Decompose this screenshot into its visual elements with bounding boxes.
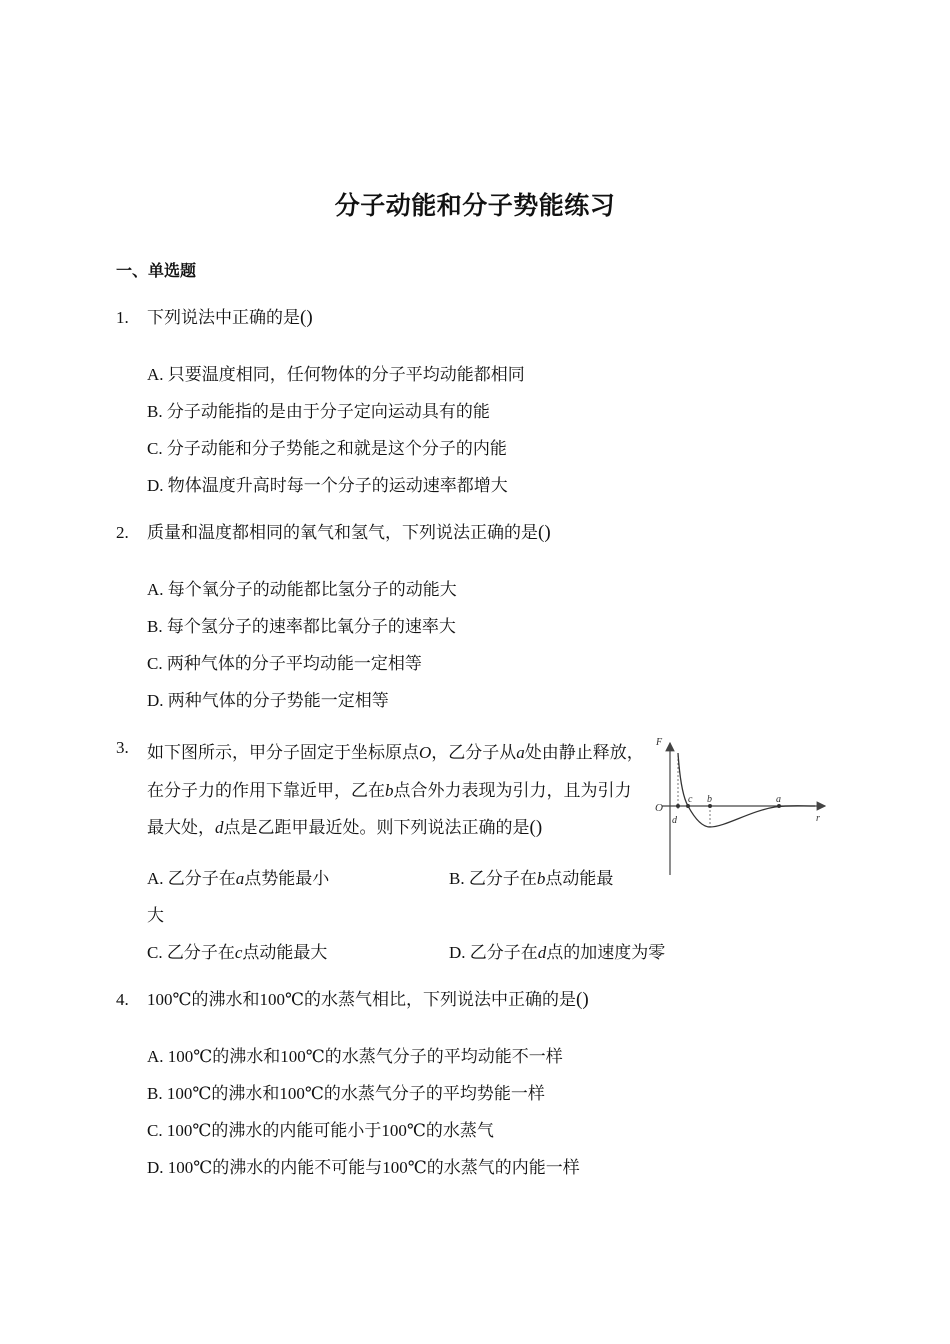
var-a: a [235, 869, 245, 888]
stem-text: 如下图所示，甲分子固定于坐标原点 [147, 743, 419, 762]
var-c: c [234, 943, 243, 962]
stem-text: 处由静止释放， [524, 743, 644, 762]
question-number: 3. [116, 738, 129, 757]
option-a: A. 只要温度相同，任何物体的分子平均动能都相同 [147, 365, 525, 384]
question-number: 1. [116, 308, 129, 327]
stem-text: 100℃的沸水和100℃的水蒸气相比，下列说法中正确的是 [147, 990, 577, 1009]
option-text: A. 乙分子在 [147, 869, 236, 888]
label-a: a [776, 794, 781, 805]
option-text: D. 乙分子在 [449, 943, 538, 962]
stem-text: ，乙分子从 [431, 743, 517, 762]
label-c: c [688, 794, 693, 805]
option-text: 点动能最大 [242, 943, 328, 962]
option-b-wrap: 大 [147, 906, 164, 925]
stem-text: 下列说法中正确的是 [147, 308, 300, 327]
option-a [147, 864, 329, 889]
option-a: A. 每个氧分子的动能都比氢分子的动能大 [147, 580, 457, 599]
option-d: D. 两种气体的分子势能一定相等 [147, 691, 389, 710]
section-heading: 一、单选题 [116, 263, 197, 280]
answer-paren: () [538, 522, 551, 543]
force-curve [678, 753, 815, 827]
option-d [449, 938, 665, 963]
stem-text: 点是乙距甲最近处。则下列说法正确的是 [223, 818, 530, 837]
question-stem [147, 299, 313, 336]
option-c: C. 两种气体的分子平均动能一定相等 [147, 654, 422, 673]
var-a: a [516, 743, 525, 762]
page-title: 分子动能和分子势能练习 [334, 193, 616, 220]
var-o: O [419, 743, 432, 762]
option-text: 点动能最 [545, 869, 614, 888]
option-c: C. 分子动能和分子势能之和就是这个分子的内能 [147, 439, 507, 458]
option-c: C. 100℃的沸水的内能可能小于100℃的水蒸气 [147, 1121, 494, 1140]
label-r: r [816, 813, 820, 824]
stem-text: 点合外力表现为引力，且为引力 [393, 781, 632, 800]
option-d: D. 物体温度升高时每一个分子的运动速率都增大 [147, 476, 508, 495]
question-stem-line2 [147, 776, 632, 801]
question-stem [147, 981, 589, 1018]
label-o: O [655, 802, 663, 814]
var-d: d [215, 818, 224, 837]
answer-paren: () [576, 989, 589, 1010]
label-f: F [656, 737, 663, 748]
question-stem-line3 [147, 813, 542, 839]
option-c [147, 938, 327, 963]
question-stem [147, 514, 551, 551]
var-b: b [385, 781, 394, 800]
option-text: B. 乙分子在 [449, 869, 537, 888]
stem-text: 在分子力的作用下靠近甲，乙在 [147, 781, 385, 800]
option-a: A. 100℃的沸水和100℃的水蒸气分子的平均动能不一样 [147, 1047, 563, 1066]
option-b [449, 864, 613, 889]
stem-text: 最大处， [147, 818, 215, 837]
option-b: B. 每个氢分子的速率都比氧分子的速率大 [147, 617, 456, 636]
option-text: 点势能最小 [244, 869, 330, 888]
option-text: C. 乙分子在 [147, 943, 235, 962]
answer-paren: () [529, 817, 543, 838]
question-number: 4. [116, 990, 129, 1009]
question-stem-line1 [147, 738, 644, 763]
var-d: d [537, 943, 547, 962]
answer-paren: () [300, 307, 313, 328]
label-d: d [672, 815, 677, 826]
stem-text: 质量和温度都相同的氧气和氢气，下列说法正确的是 [147, 523, 538, 542]
question-number: 2. [116, 523, 129, 542]
option-b: B. 分子动能指的是由于分子定向运动具有的能 [147, 402, 490, 421]
var-b: b [536, 869, 546, 888]
option-d: D. 100℃的沸水的内能不可能与100℃的水蒸气的内能一样 [147, 1158, 580, 1177]
point-d [676, 804, 680, 808]
molecular-force-diagram [650, 733, 830, 878]
label-b: b [707, 794, 712, 805]
option-text: 点的加速度为零 [546, 943, 666, 962]
option-b: B. 100℃的沸水和100℃的水蒸气分子的平均势能一样 [147, 1084, 545, 1103]
